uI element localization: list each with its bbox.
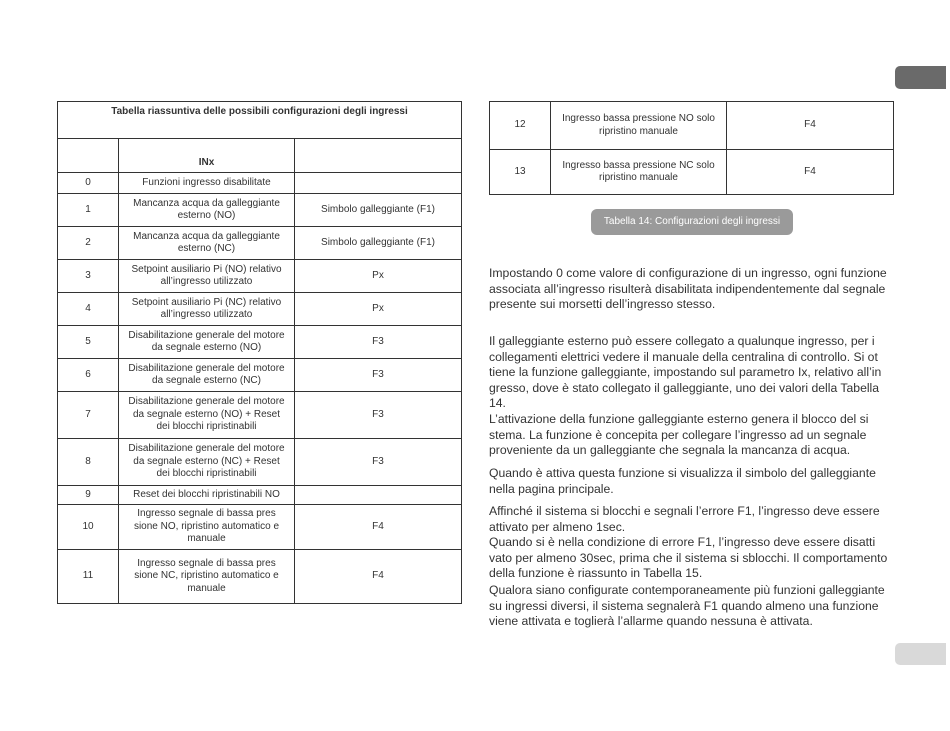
description-line: Mancanza acqua da galleggiante [133,197,280,209]
config-display: Px [295,293,462,326]
table-title-row [58,102,462,139]
description-line: Funzioni ingresso disabilitate [142,176,271,188]
table-header-row [58,139,462,173]
paragraph-line: collegamenti elettrici vedere il manuale della centralina di controllo. Si ot [489,349,878,364]
paragraph-line: Quando è attiva questa funzione si visualizza il simbolo del galleggiante [489,466,876,480]
input-config-table-continued [489,101,894,195]
config-description [119,439,295,486]
config-display: F4 [295,505,462,550]
description-line: esterno (NO) [177,210,236,221]
config-number: 9 [58,486,119,505]
table-row [58,227,462,260]
table-row [58,505,462,550]
description-line: manuale [187,533,226,545]
description-line: ripristino manuale [599,172,678,183]
table-row [58,550,462,604]
paragraph-line: stema. La funzione è concepita per collegare l’ingresso ad un segnale [489,427,867,442]
description-line: Ingresso segnale di bassa pres [137,557,276,569]
config-number: 2 [58,227,119,260]
paragraph [489,266,894,313]
config-description [119,550,295,604]
config-number: 4 [58,293,119,326]
section-tab-marker [895,66,946,89]
description-line: esterno (NC) [177,243,236,254]
description-line: manuale [187,582,226,594]
config-display: F3 [295,392,462,439]
paragraph-line: presente sui morsetti dell’ingresso stesso. [489,297,716,311]
description-line: Disabilitazione generale del motore [128,443,285,455]
paragraph-line: Quando si è nella condizione di errore F1, l’ingresso deve essere disatti [489,535,876,549]
description-line: dei blocchi ripristinabili [156,468,257,480]
description-line: Disabilitazione generale del motore [128,329,285,341]
config-number: 1 [58,194,119,227]
config-display [295,173,462,194]
header-cell [295,139,462,173]
config-description [119,293,295,326]
description-line: Reset dei blocchi ripristinabili NO [133,488,280,500]
config-description [119,359,295,392]
config-description [119,260,295,293]
config-number: 7 [58,392,119,439]
description-line: Mancanza acqua da galleggiante [133,230,280,242]
table-row [58,293,462,326]
description-line: Setpoint ausiliario Pi (NO) relativo [131,263,282,275]
paragraph-line: nella pagina principale. [489,481,614,496]
config-description [119,505,295,550]
config-number: 3 [58,260,119,293]
config-display [295,486,462,505]
paragraph-line: proveniente da un galleggiante che segnala la mancanza di acqua. [489,443,851,457]
paragraph-line: viene attivata e toglierà l’allarme quando nessuna è attivata. [489,614,813,628]
table-row [58,173,462,194]
config-display: Simbolo galleggiante (F1) [295,194,462,227]
config-number: 5 [58,326,119,359]
config-description [119,173,295,194]
header-cell [58,139,119,173]
config-number: 11 [58,550,119,604]
description-line: dei blocchi ripristinabili [156,421,257,433]
paragraph-line: Impostando 0 come valore di configurazione di un ingresso, ogni funzione [489,266,887,280]
config-description [119,392,295,439]
config-display: Px [295,260,462,293]
description-line: da segnale esterno (NO) [151,342,262,353]
description-line: Disabilitazione generale del motore [128,362,285,374]
paragraph-line: 14. [489,396,506,410]
table-row [58,326,462,359]
table-row [58,260,462,293]
description-line: sione NO, ripristino automatico e [133,520,280,532]
config-number: 12 [490,102,551,150]
page-tab-marker [895,643,946,665]
description-line: da segnale esterno (NO) + Reset [132,408,281,420]
paragraph-line: Il galleggiante esterno può essere collegato a qualunque ingresso, per i [489,334,875,348]
config-number: 10 [58,505,119,550]
description-line: Ingresso bassa pressione NC solo [562,159,715,171]
config-description [551,150,727,195]
config-number: 8 [58,439,119,486]
paragraph-line: vato per almeno 30sec, prima che il sistema si sblocchi. Il comportamento [489,550,888,565]
description-line: Ingresso bassa pressione NO solo [562,113,715,124]
config-display: F4 [727,150,894,195]
config-display: F3 [295,326,462,359]
paragraph-line: Qualora siano configurate contemporaneamente più funzioni galleggiante [489,583,885,597]
input-config-table [57,101,462,604]
config-description [119,227,295,260]
paragraph [489,334,894,412]
table-row [58,392,462,439]
paragraph [489,504,894,582]
config-number: 6 [58,359,119,392]
header-inx: INx [119,139,295,173]
config-display: F4 [727,102,894,150]
paragraph-line: gresso, dove è stato collegato il galleggiante, uno dei valori della Tabella [489,380,880,395]
table-row [490,150,894,195]
description-line: Setpoint ausiliario Pi (NC) relativo [131,296,282,308]
config-number: 0 [58,173,119,194]
config-number: 13 [490,150,551,195]
paragraph [489,583,894,630]
paragraph [489,466,894,497]
description-line: ripristino manuale [599,125,678,137]
description-line: Ingresso segnale di bassa pres [137,508,276,520]
table-row [58,439,462,486]
table-row [58,486,462,505]
config-display: Simbolo galleggiante (F1) [295,227,462,260]
paragraph-line: tiene la funzione galleggiante, impostando sul parametro Ix, relativo all’in [489,365,882,379]
description-line: da segnale esterno (NC) [152,375,261,386]
description-line: Disabilitazione generale del motore [128,396,285,408]
config-description [119,326,295,359]
description-line: all’ingresso utilizzato [160,276,253,287]
description-line: sione NC, ripristino automatico e [134,570,279,582]
table-title: Tabella riassuntiva delle possibili configurazioni degli ingressi [58,102,462,139]
config-display: F3 [295,359,462,392]
table-row [58,194,462,227]
table-row [58,359,462,392]
paragraph-line: attivato per almeno 1sec. [489,519,626,534]
paragraph [489,412,894,459]
table-caption: Tabella 14: Configurazioni degli ingressi [591,209,793,235]
description-line: all’ingresso utilizzato [160,309,253,320]
config-display: F3 [295,439,462,486]
config-display: F4 [295,550,462,604]
config-description [551,102,727,150]
paragraph-line: L’attivazione della funzione galleggiante esterno genera il blocco del si [489,412,869,426]
paragraph-line: su ingressi diversi, il sistema segnalerà F1 quando almeno una funzione [489,598,879,613]
table-row [490,102,894,150]
description-line: da segnale esterno (NC) + Reset [133,455,280,467]
paragraph-line: associata all’ingresso risulterà disabilitata indipendentemente dal segnale [489,281,886,296]
paragraph-line: della funzione è riassunto in Tabella 15. [489,566,703,580]
paragraph-line: Affinché il sistema si blocchi e segnali l’errore F1, l’ingresso deve essere [489,504,880,518]
config-description [119,194,295,227]
config-description [119,486,295,505]
